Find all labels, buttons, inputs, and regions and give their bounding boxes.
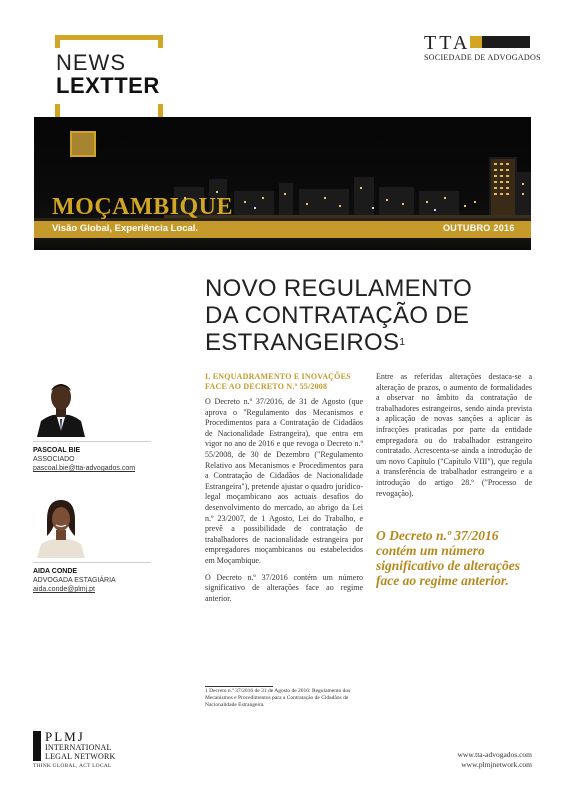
- footnote: 1 Decreto n.º 37/2016 de 31 de Agosto de 2016: Regulamento dos Mecanismos e Procedimentos para a Contratação de Cidadãos de Nacionalidade Estrangeira.: [205, 688, 351, 708]
- author-card: [33, 567, 116, 594]
- author-photo: [33, 375, 89, 437]
- title-line: DA CONTRATAÇÃO DE: [205, 302, 470, 329]
- footnote-rule: [205, 686, 273, 687]
- firm-logo-text: TTA: [424, 32, 471, 54]
- author-name: PASCOAL BIE: [33, 447, 81, 454]
- author-role: ASSOCIADO: [33, 456, 75, 463]
- author-name: AIDA CONDE: [33, 568, 78, 575]
- issue-date: OUTUBRO 2016: [443, 223, 515, 233]
- network-subtitle-line: INTERNATIONAL: [45, 743, 112, 752]
- author-role: ADVOGADA ESTAGIÁRIA: [33, 577, 116, 584]
- body-paragraph: O Decreto n.º 37/2016 contém um número significativo de alterações face ao regime anterior.: [205, 572, 363, 603]
- network-subtitle: [45, 744, 116, 761]
- decorative-gold-square: [70, 131, 96, 157]
- section-heading: I. ENQUADRAMENTO E INOVAÇÕES FACE AO DECRETO N.º 55/2008: [205, 372, 351, 391]
- network-slogan: THINK GLOBAL, ACT LOCAL: [33, 763, 112, 769]
- firm-subtitle: SOCIEDADE DE ADVOGADOS: [424, 53, 541, 62]
- author-email-link[interactable]: pascoal.bie@tta-advogados.com: [33, 465, 136, 472]
- body-paragraph: O Decreto n.º 37/2016, de 31 de Agosto (que aprova o "Regulamento dos Mecanismos e Procedimentos para a Contratação de Cidadãos de Nacionalidade Estrangeira), que entra em vigor no ano de 2016 e que revoga o Decreto n.º 55/2008, de 30 de Dezembro ("Regulamento Relativo aos Mecanismos e Procedimentos para a Contratação de Cidadãos de Nacionalidade Estrangeira"), pretende ajustar o quadro jurídico-legal moçambicano aos actuais desafios do desenvolvimento do mercado, ao abrigo da Lei n.º 23/2007, de 1 Agosto, Lei do Trabalho, e prevê a possibilidade de contratação de trabalhadores de nacionalidade estrangeira por empregadores moçambicanos ou estabelecidos em Moçambique.: [205, 397, 363, 565]
- pull-quote: O Decreto n.º 37/2016 contém um número significativo de alterações face ao regime anterior.: [376, 528, 520, 588]
- body-column-right: [376, 372, 532, 505]
- author-card: [33, 446, 135, 473]
- author-photo: [33, 496, 89, 558]
- country-heading: MOÇAMBIQUE: [52, 194, 233, 220]
- plmj-logo-icon: [33, 731, 41, 761]
- network-name: PLMJ: [45, 729, 85, 744]
- title-line: ESTRANGEIROS$^1$: [205, 329, 406, 356]
- logo-news: NEWS: [56, 50, 126, 75]
- author-email-link[interactable]: aida.conde@plmj.pt: [33, 586, 95, 593]
- body-column-left: [205, 397, 363, 610]
- website-link[interactable]: www.plmjnetwork.com: [461, 760, 532, 769]
- body-paragraph: Entre as referidas alterações destaca-se a alteração de prazos, o aumento de formalidades a observar no âmbito da contratação de trabalhadores estrangeiros, sendo ainda prevista a aplicação de novas sanções a aplicar às infracções praticadas por parte da entidade empregadora ou do trabalhador estrangeiro contratado. Acrescenta-se ainda a introdução de um novo Capítulo ("Capítulo VIII"), que regula a transferência de trabalhador estrangeiro e a introdução do artigo 28.º ("Processo de revogação).: [376, 372, 532, 498]
- logo-lexter: LEXTTER: [56, 73, 160, 98]
- title-line: NOVO REGULAMENTO: [205, 275, 473, 302]
- firm-logo-bar: [470, 36, 530, 48]
- author-divider: [33, 441, 151, 442]
- footer-links: [440, 750, 532, 770]
- title-footnote-mark: 1: [399, 337, 406, 348]
- network-subtitle-line: LEGAL NETWORK: [45, 751, 116, 761]
- author-divider: [33, 562, 151, 563]
- tagline: Visão Global, Experiência Local.: [52, 223, 199, 234]
- website-link[interactable]: www.tta-advogados.com: [457, 750, 532, 759]
- newsletter-logo: [52, 48, 166, 104]
- article-title: [205, 275, 505, 356]
